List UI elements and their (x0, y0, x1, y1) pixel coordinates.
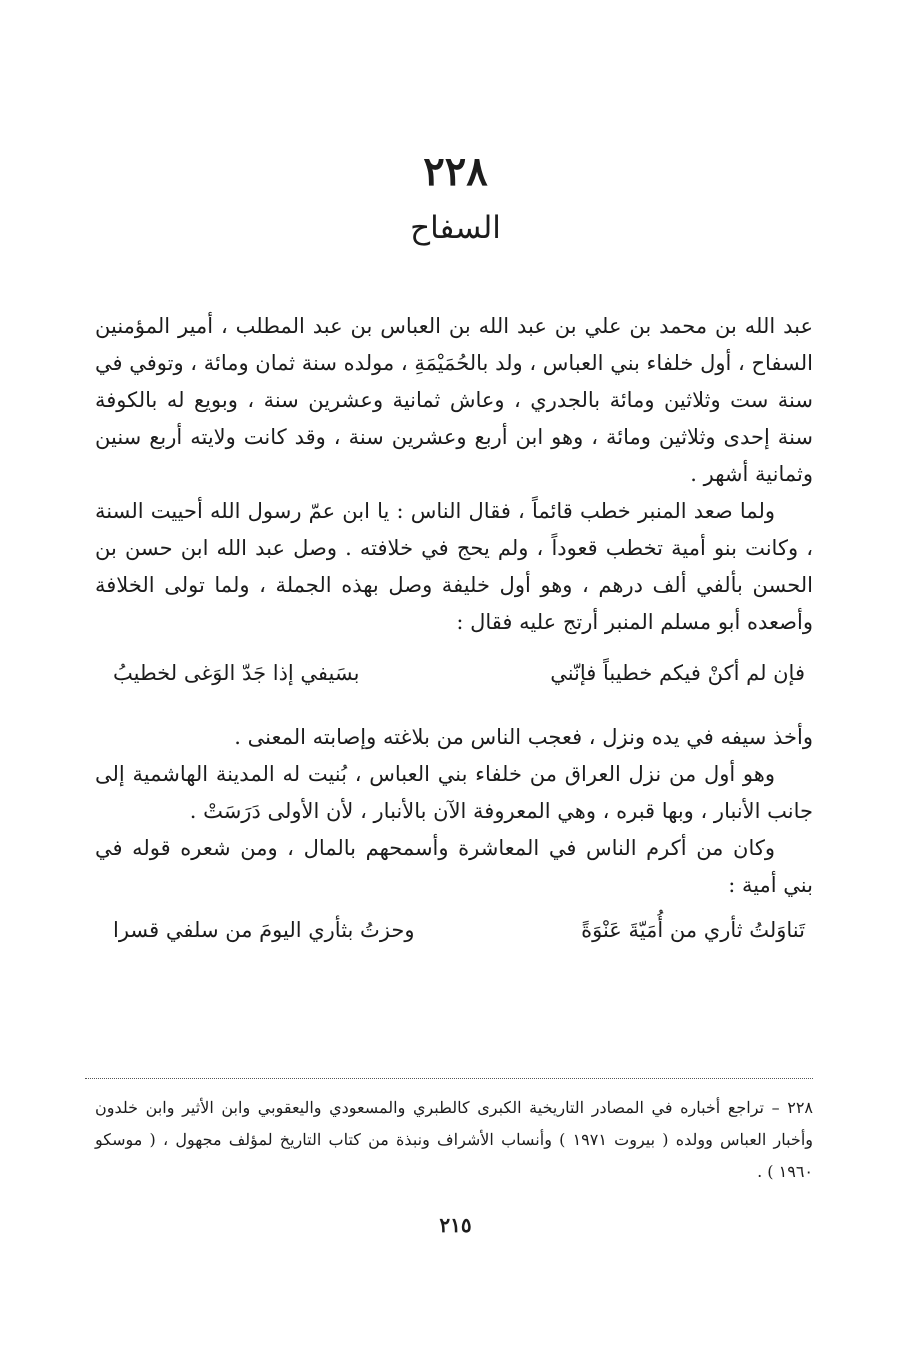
paragraph-first-sermon: ولما صعد المنبر خطب قائماً ، فقال الناس : يا ابن عمّ رسول الله أحييت السنة ، وكانت بنو أمية تخطب قعوداً ، ولم يحج في خلافته . وصل عبد الله ابن حسن بن الحسن بألفي ألف درهم ، وهو أول خليفة وصل بهذه الجملة ، ولما تولى الخلافة وأصعده أبو مسلم المنبر أرتج عليه فقال : (95, 499, 813, 634)
entry-title: السفاح (410, 210, 501, 246)
paragraph-biography: عبد الله بن محمد بن علي بن عبد الله بن العباس بن عبد المطلب ، أمير المؤمنين السفاح ، أول خلفاء بني العباس ، ولد بالحُمَيْمَةِ ، مولده سنة ثمان ومائة ، وتوفي في سنة ست وثلاثين ومائة بالجدري ، وعاش ثمانية وعشرين سنة ، وبويع له بالكوفة سنة إحدى وثلاثين ومائة ، وهو ابن أربع وعشرين سنة ، وقد كانت ولايته أربع سنين وثمانية أشهر . (95, 314, 813, 486)
paragraph-hashimiya: وهو أول من نزل العراق من خلفاء بني العباس ، بُنيت له المدينة الهاشمية إلى جانب الأنبار ، وبها قبره ، وهي المعروفة الآن بالأنبار ، لأن الأولى دَرَسَتْ . (95, 762, 813, 823)
verse-2-second-hemistich: وحزتُ بثأري اليومَ من سلفي قسرا (113, 918, 415, 942)
verse-1-first-hemistich: فإن لم أكنْ فيكم خطيباً فإنّني (550, 661, 805, 685)
body-text (95, 308, 813, 962)
paragraph-generosity: وكان من أكرم الناس في المعاشرة وأسمحهم بالمال ، ومن شعره قوله في بني أمية : (95, 836, 813, 897)
footnote: ٢٢٨ – تراجع أخباره في المصادر التاريخية الكبرى كالطبري والمسعودي واليعقوبي وابن الأثير وابن خلدون وأخبار العباس وولده ( بيروت ١٩٧١ ) وأنساب الأشراف ونبذة من كتاب التاريخ لمؤلف مجهول ، ( موسكو ١٩٦٠ ) . (95, 1098, 813, 1181)
verse-line-2 (113, 910, 805, 950)
verse-1-second-hemistich: بسَيفي إذا جَدّ الوَغى لخطيبُ (113, 661, 360, 685)
page-number: ٢١٥ (439, 1213, 472, 1237)
verse-line-1 (113, 653, 805, 693)
footnote-divider (85, 1078, 813, 1079)
paragraph-eloquence: وأخذ سيفه في يده ونزل ، فعجب الناس من بلاغته وإصابته المعنى . (234, 725, 813, 749)
verse-2-first-hemistich: تَناوَلتُ ثأري من أُمَيّةَ عَنْوَةً (581, 918, 805, 942)
entry-number: ٢٢٨ (423, 148, 488, 195)
